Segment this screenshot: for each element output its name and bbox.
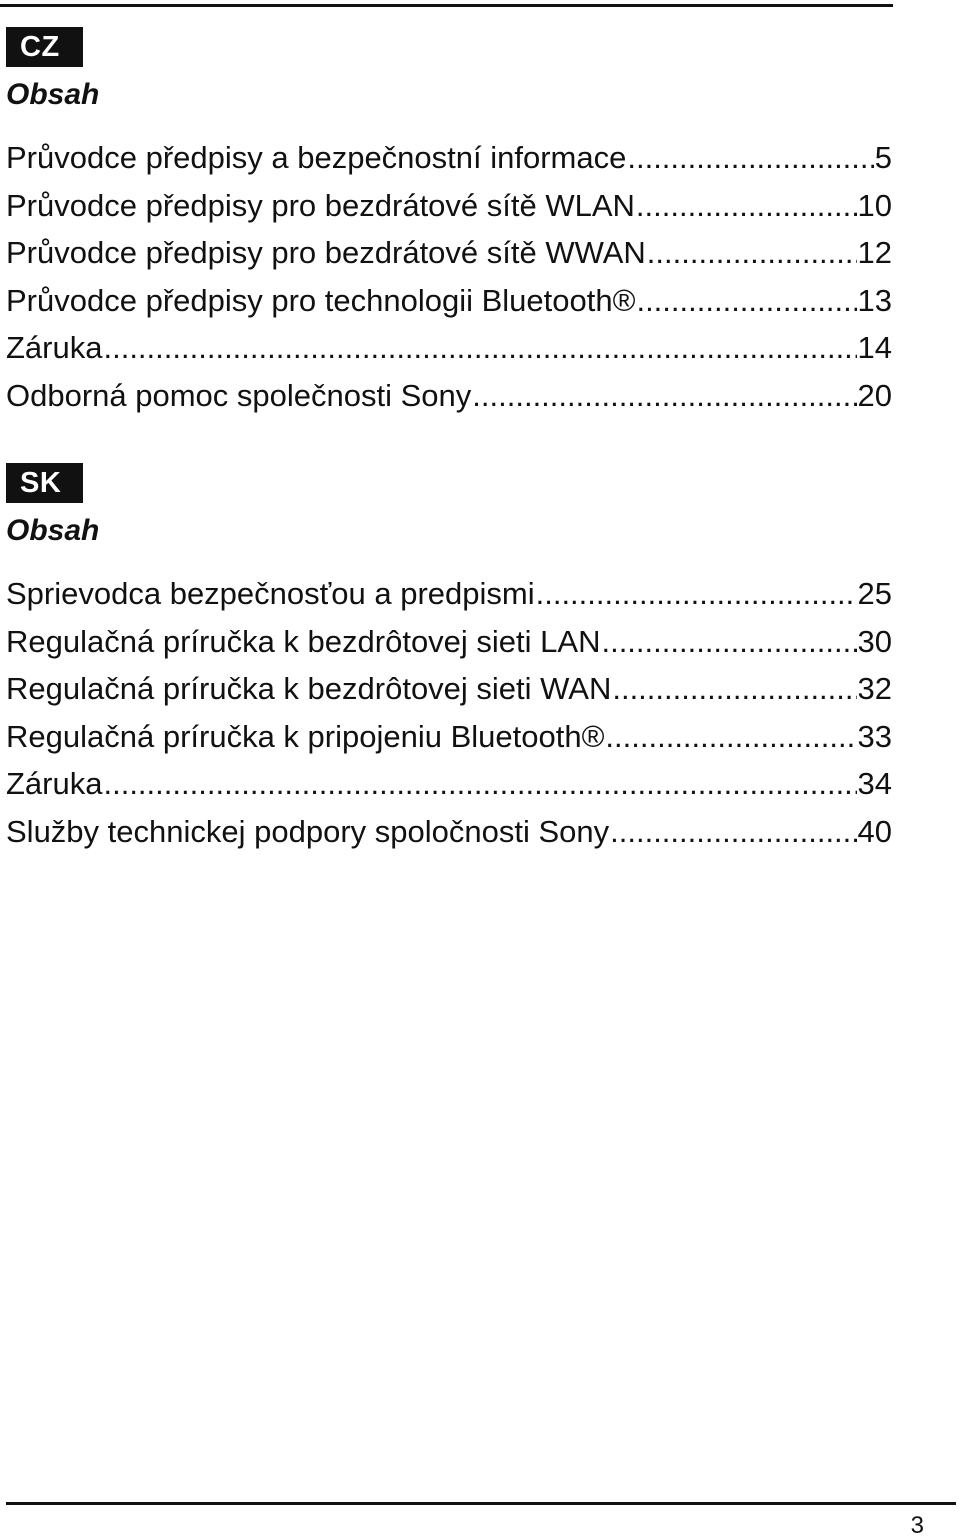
toc-entry[interactable] xyxy=(6,372,892,420)
toc-entry-text: Regulačná príručka k bezdrôtovej sieti WAN xyxy=(6,671,612,706)
toc-entry-page: 20 xyxy=(857,377,892,413)
toc-entry-text: Služby technickej podpory spoločnosti Sony xyxy=(6,813,610,849)
page-number: 3 xyxy=(910,1512,924,1539)
toc-leader-dots xyxy=(601,618,856,666)
toc-leader-dots xyxy=(612,665,856,713)
toc-entry-page: 30 xyxy=(857,623,892,659)
toc-entry-page: 14 xyxy=(857,330,892,365)
toc-list-sk xyxy=(6,570,892,855)
toc-entry[interactable] xyxy=(6,808,892,856)
toc-entry[interactable] xyxy=(6,618,892,666)
toc-entry-page: 12 xyxy=(857,235,892,270)
toc-entry-text: Záruka xyxy=(6,330,103,365)
toc-entry[interactable] xyxy=(6,182,892,230)
toc-leader-dots xyxy=(636,182,857,230)
section-sk xyxy=(6,463,892,855)
toc-entry-page: 34 xyxy=(857,766,892,801)
toc-entry-text: Odborná pomoc společnosti Sony xyxy=(6,377,472,413)
toc-leader-dots xyxy=(610,808,856,856)
toc-entry-page: 10 xyxy=(857,187,892,223)
toc-entry-page: 40 xyxy=(857,813,892,849)
toc-entry-text: Průvodce předpisy a bezpečnostní informace xyxy=(6,140,627,175)
toc-entry-text: Průvodce předpisy pro bezdrátové sítě WWAN xyxy=(6,235,646,270)
toc-entry-page: 5 xyxy=(874,140,892,175)
toc-entry-page: 13 xyxy=(857,282,892,318)
section-title-cz: Obsah xyxy=(6,78,100,111)
language-badge-sk: SK xyxy=(6,463,83,503)
toc-leader-dots xyxy=(647,229,857,277)
section-title-sk: Obsah xyxy=(6,514,100,547)
toc-entry[interactable] xyxy=(6,570,892,618)
toc-entry-text: Průvodce předpisy pro technologii Bluetooth® xyxy=(6,282,636,318)
toc-entry[interactable] xyxy=(6,324,892,372)
toc-entry-text: Průvodce předpisy pro bezdrátové sítě WLAN xyxy=(6,187,635,223)
toc-entry[interactable] xyxy=(6,665,892,713)
toc-entry-page: 33 xyxy=(857,718,892,754)
toc-entry-page: 32 xyxy=(857,671,892,706)
section-cz xyxy=(6,27,892,419)
toc-entry[interactable] xyxy=(6,134,892,182)
toc-entry[interactable] xyxy=(6,713,892,761)
toc-entry[interactable] xyxy=(6,277,892,325)
toc-leader-dots xyxy=(605,713,856,761)
toc-entry-text: Regulačná príručka k pripojeniu Bluetooth® xyxy=(6,718,605,754)
top-rule xyxy=(0,4,893,7)
toc-leader-dots xyxy=(636,277,856,325)
toc-leader-dots xyxy=(103,760,856,808)
toc-entry-page: 25 xyxy=(857,576,892,611)
toc-entry[interactable] xyxy=(6,229,892,277)
toc-leader-dots xyxy=(103,324,856,372)
toc-entry-text: Sprievodca bezpečnosťou a predpismi xyxy=(6,576,535,611)
toc-entry-text: Regulačná príručka k bezdrôtovej sieti LAN xyxy=(6,623,601,659)
language-badge-cz: CZ xyxy=(6,27,83,67)
toc-entry-text: Záruka xyxy=(6,766,103,801)
toc-entry[interactable] xyxy=(6,760,892,808)
toc-leader-dots xyxy=(627,134,873,182)
toc-leader-dots xyxy=(472,372,856,420)
toc-leader-dots xyxy=(536,570,857,618)
toc-list-cz xyxy=(6,134,892,419)
bottom-rule xyxy=(6,1502,956,1505)
